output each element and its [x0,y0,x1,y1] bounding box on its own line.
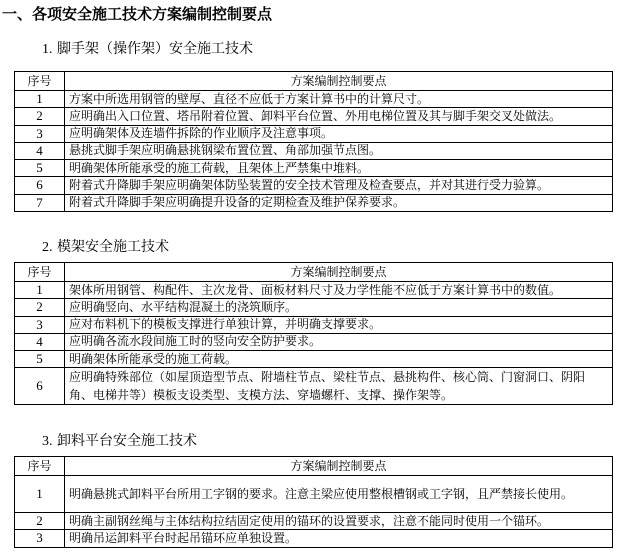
row-index: 4 [15,142,65,159]
row-index: 3 [15,316,65,333]
row-text: 附着式升降脚手架应明确提升设备的定期检查及维护保养要求。 [65,194,613,211]
row-text: 明确架体所能承受的施工荷载。 [65,351,613,368]
section-3-table [14,456,613,548]
row-index: 1 [15,476,65,513]
section-2-heading [42,236,169,256]
section-number: 1. [42,42,53,57]
section-1-table [14,71,613,212]
table-header-row [15,72,613,91]
table-row [15,108,613,125]
section-number: 3. [42,434,53,449]
row-index: 4 [15,333,65,350]
row-index: 1 [15,282,65,299]
table-row [15,368,613,405]
table-row [15,142,613,159]
row-text: 明确架体所能承受的施工荷载，且架体上严禁集中堆料。 [65,160,613,177]
row-text: 应明确出入口位置、塔吊附着位置、卸料平台位置、外用电梯位置及其与脚手架交叉处做法。 [65,108,613,125]
row-text: 附着式升降脚手架应明确架体防坠装置的安全技术管理及检查要点，并对其进行受力验算。 [65,177,613,194]
table-row [15,125,613,142]
table-row [15,476,613,513]
column-header-points: 方案编制控制要点 [65,457,613,476]
row-index: 3 [15,125,65,142]
column-header-index: 序号 [15,457,65,476]
row-index: 3 [15,530,65,547]
row-index: 5 [15,160,65,177]
section-number: 2. [42,240,53,255]
row-text: 应明确特殊部位（如屋顶造型节点、附墙柱节点、梁柱节点、悬挑构件、核心筒、门窗洞口、阴阳角、电梯井等）模板支设类型、支模方法、穿墙螺杆、支撑、操作架等。 [65,368,613,405]
row-text: 明确主副钢丝绳与主体结构拉结固定使用的锚环的设置要求，注意不能同时使用一个锚环。 [65,513,613,530]
column-header-index: 序号 [15,263,65,282]
section-2-table [14,262,613,405]
column-header-index: 序号 [15,72,65,91]
table-header-row [15,263,613,282]
table-row [15,194,613,211]
table-row [15,282,613,299]
table-row [15,160,613,177]
section-3-heading [42,430,197,450]
row-index: 5 [15,351,65,368]
section-1-heading [42,38,253,58]
row-text: 方案中所选用钢管的壁厚、直径不应低于方案计算书中的计算尺寸。 [65,91,613,108]
row-index: 2 [15,513,65,530]
row-text: 应明确架体及连墙件拆除的作业顺序及注意事项。 [65,125,613,142]
section-title: 脚手架（操作架）安全施工技术 [56,41,253,57]
column-header-points: 方案编制控制要点 [65,263,613,282]
table-row [15,333,613,350]
row-text: 明确吊运卸料平台时起吊锚环应单独设置。 [65,530,613,547]
row-index: 6 [15,177,65,194]
table-row [15,316,613,333]
row-text: 悬挑式脚手架应明确悬挑钢梁布置位置、角部加强节点图。 [65,142,613,159]
row-text: 应对布料机下的模板支撑进行单独计算，并明确支撑要求。 [65,316,613,333]
table-row [15,91,613,108]
row-index: 1 [15,91,65,108]
table-header-row [15,457,613,476]
column-header-points: 方案编制控制要点 [65,72,613,91]
row-text: 明确悬挑式卸料平台所用工字钢的要求。注意主梁应使用整根槽钢或工字钢，且严禁接长使用。 [65,476,613,513]
row-index: 6 [15,368,65,405]
table-row [15,299,613,316]
row-text: 架体所用钢管、构配件、主次龙骨、面板材料尺寸及力学性能不应低于方案计算书中的数值。 [65,282,613,299]
section-title: 卸料平台安全施工技术 [56,433,197,449]
row-text: 应明确各流水段间施工时的竖向安全防护要求。 [65,333,613,350]
row-index: 2 [15,108,65,125]
row-text: 应明确竖向、水平结构混凝土的浇筑顺序。 [65,299,613,316]
section-title: 模架安全施工技术 [56,239,169,255]
row-index: 7 [15,194,65,211]
row-index: 2 [15,299,65,316]
main-heading: 一、各项安全施工技术方案编制控制要点 [2,5,273,23]
table-row [15,351,613,368]
table-row [15,177,613,194]
table-row [15,530,613,547]
table-row [15,513,613,530]
